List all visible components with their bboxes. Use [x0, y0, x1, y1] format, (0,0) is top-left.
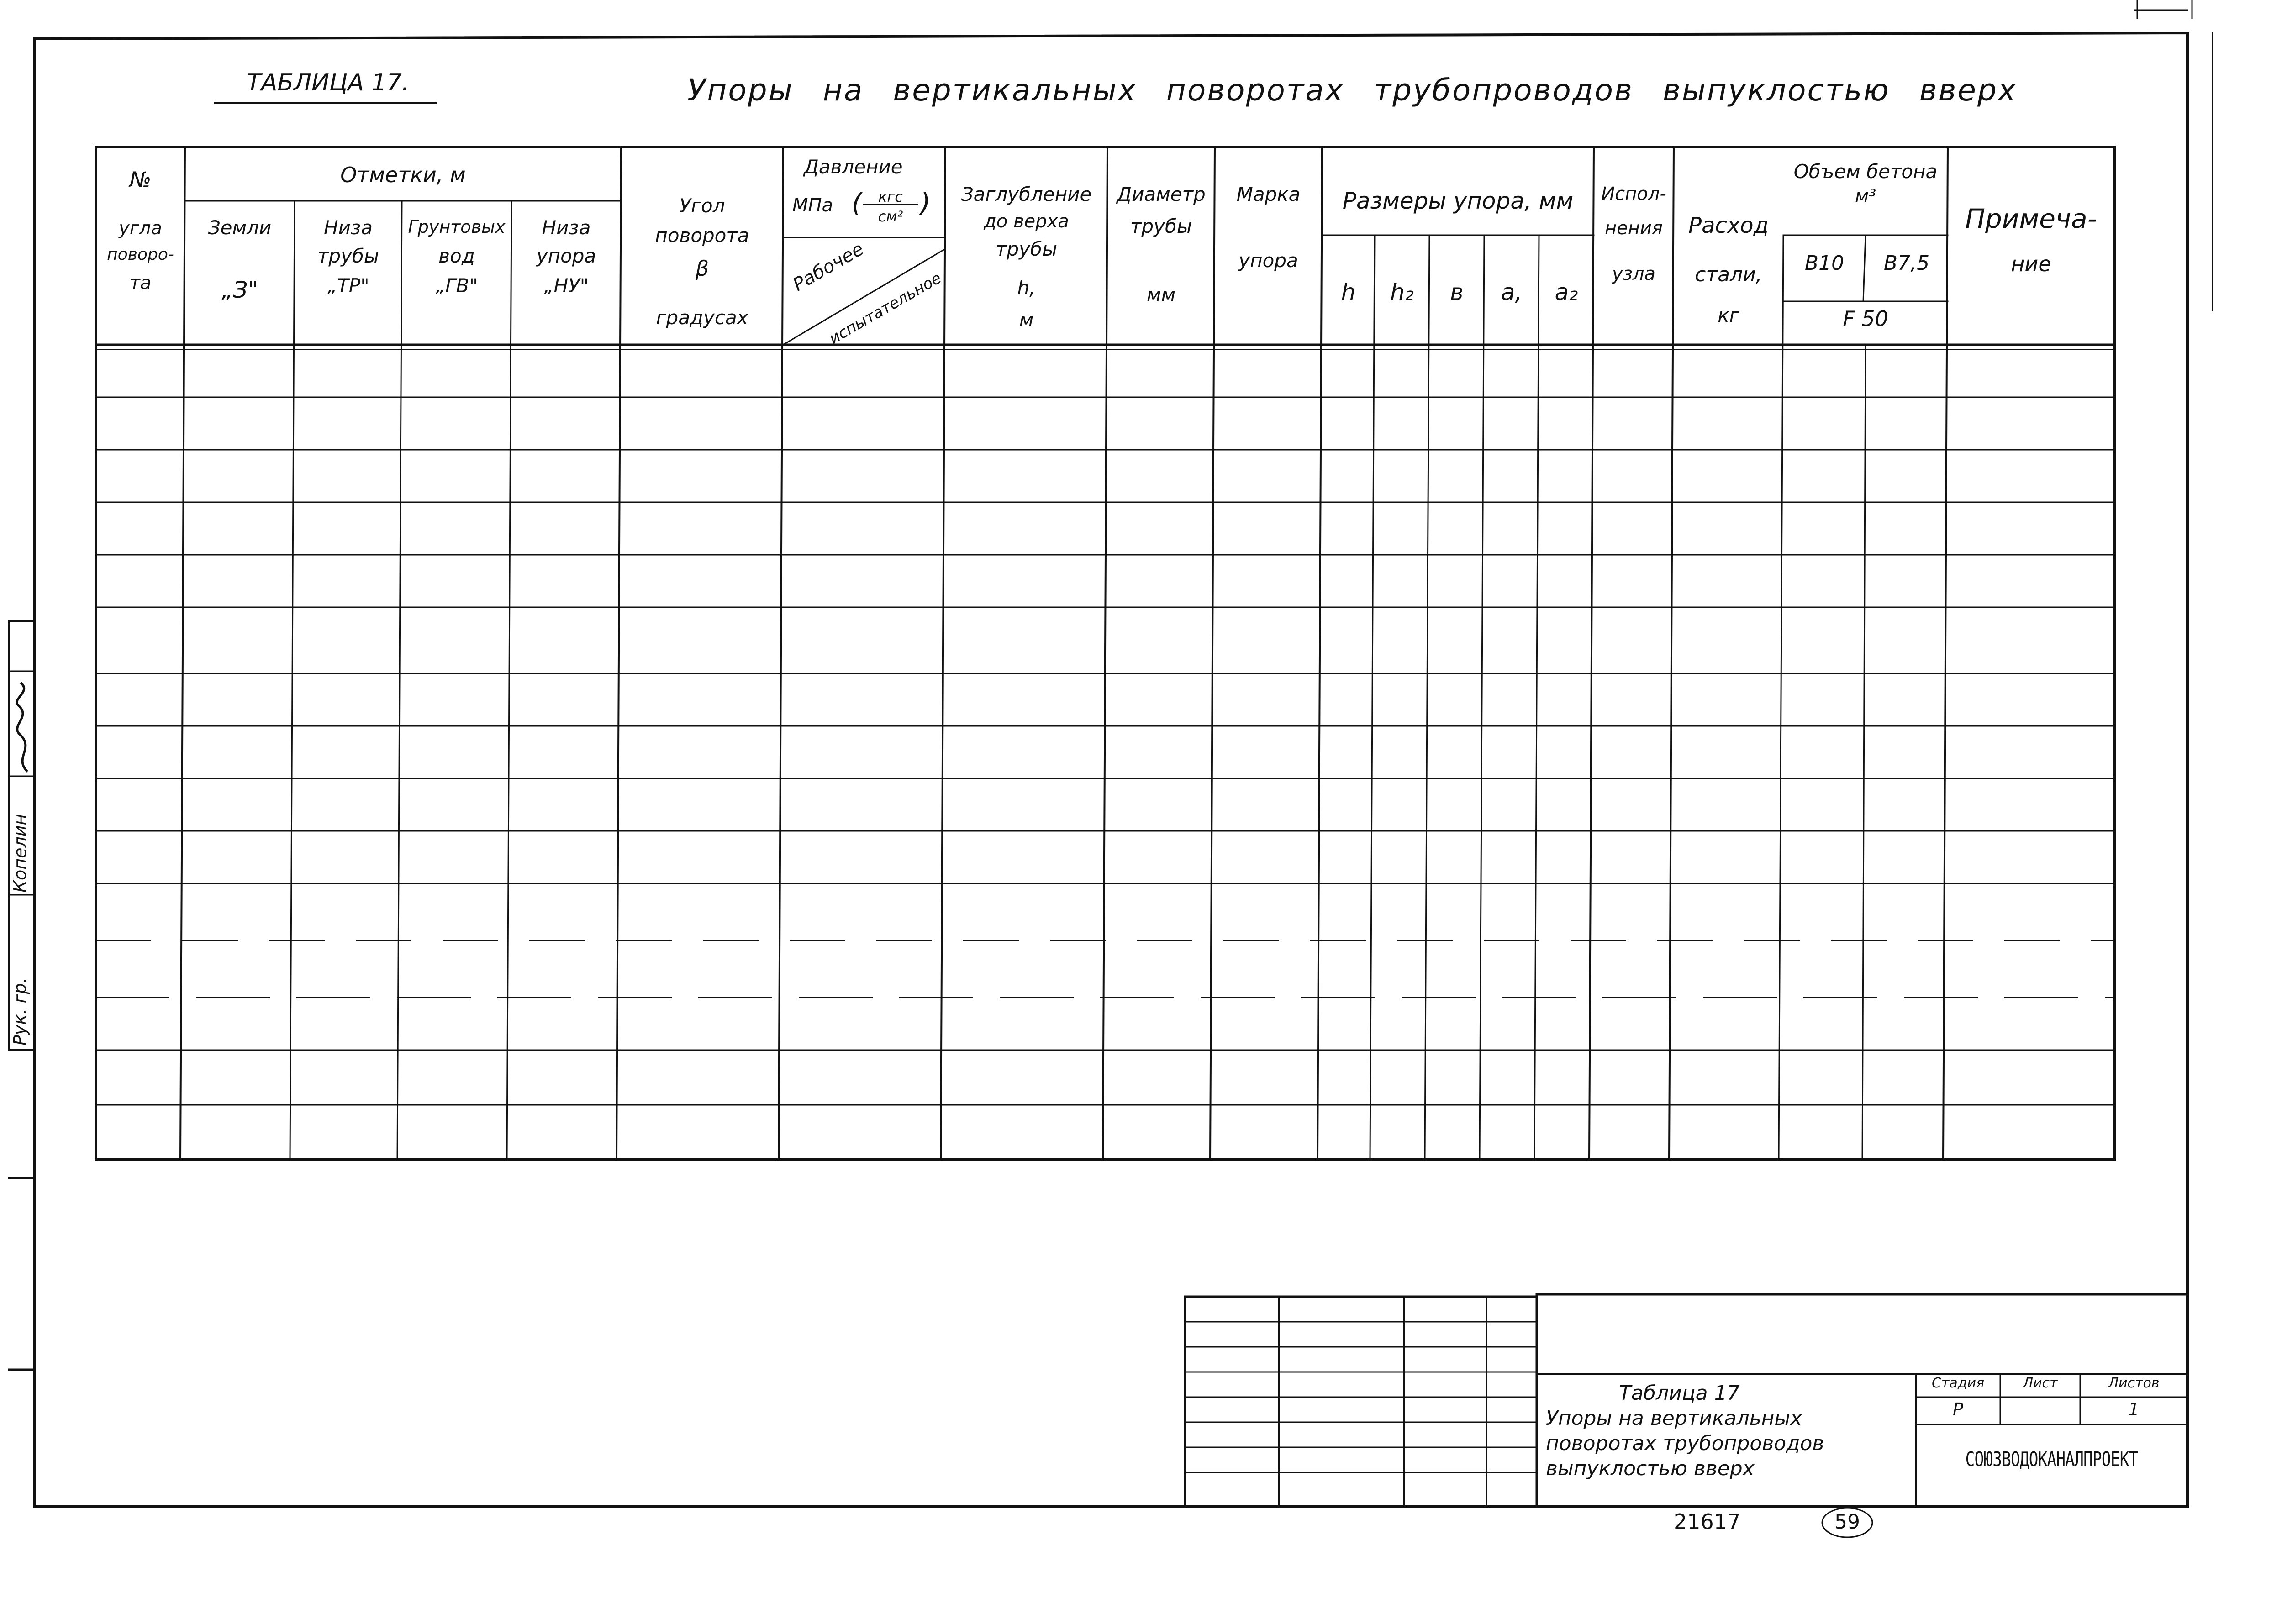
side-stamp-author: Копелин [10, 814, 30, 893]
col-depth-line2: до верха [984, 211, 1069, 232]
col-num-line1: угла [119, 218, 162, 239]
col-concrete-b75: В7,5 [1883, 252, 1930, 275]
col-pressure-open-paren: ( [852, 187, 862, 218]
col-depth-line5: м [1019, 309, 1034, 331]
title-block-sheets-label: Листов [2108, 1375, 2160, 1391]
col-pressure-unit: МПа [792, 195, 833, 216]
table-title: Упоры на вертикальных поворотах трубопроводов выпуклостью вверх [687, 73, 2017, 108]
col-dim-a2: a₂ [1555, 279, 1578, 305]
title-block-line1: Таблица 17 [1619, 1382, 1740, 1405]
col-concrete-line2: м³ [1855, 186, 1876, 207]
col-stop-bottom-line1: Низа [542, 216, 591, 239]
title-block-line4: выпуклостью вверх [1546, 1457, 1755, 1480]
col-dim-h2: h₂ [1390, 279, 1414, 305]
col-pressure-line1: Давление [804, 156, 903, 178]
col-steel-line1: Расход [1688, 213, 1769, 238]
col-pipe-bottom-line2: трубы [317, 245, 379, 267]
col-diameter-line2: трубы [1130, 215, 1192, 237]
col-notes-line2: ние [2011, 252, 2051, 276]
col-ground-line2: „З" [221, 277, 258, 303]
table-label: ТАБЛИЦА 17. [247, 69, 410, 96]
col-pressure-denominator: см² [878, 208, 903, 225]
title-block-sheets-value: 1 [2128, 1399, 2140, 1419]
doc-number: 21617 [1674, 1509, 1741, 1534]
title-block-line3: поворотах трубопроводов [1546, 1432, 1824, 1455]
col-ground-line1: Земли [208, 216, 272, 239]
col-depth-line4: h, [1017, 277, 1036, 299]
col-dim-a: a, [1501, 279, 1523, 305]
col-execution-line2: нения [1605, 218, 1663, 239]
title-block-stage-label: Стадия [1931, 1375, 1985, 1391]
col-num-symbol: № [129, 167, 152, 192]
col-pipe-bottom-line1: Низа [324, 216, 373, 239]
col-group-dims: Размеры упора, мм [1342, 188, 1574, 214]
title-block-stage-value: Р [1953, 1399, 1963, 1419]
col-pressure-close-paren: ) [920, 187, 931, 218]
col-steel-line3: кг [1718, 304, 1739, 326]
col-concrete-line1: Объем бетона [1793, 160, 1938, 183]
col-group-marks: Отметки, м [340, 163, 466, 187]
col-angle-line3: β [695, 256, 709, 281]
col-mark-line1: Марка [1236, 183, 1301, 205]
col-pressure-working: Рабочее [789, 238, 868, 296]
col-angle-line1: Угол [679, 194, 725, 217]
col-angle-line2: поворота [655, 224, 749, 247]
col-concrete-f50: F 50 [1843, 306, 1888, 331]
col-num-line2: поворо- [107, 245, 174, 264]
col-pressure-numerator: кгс [863, 189, 918, 205]
col-groundwater-line3: „ГВ" [435, 274, 478, 297]
page-number: 59 [1834, 1510, 1860, 1534]
col-execution-line1: Испол- [1601, 184, 1666, 205]
col-dim-h: h [1341, 279, 1356, 305]
col-dim-b: в [1450, 279, 1464, 305]
col-stop-bottom-line3: „НУ" [543, 274, 589, 297]
side-stamp-role: Рук. гр. [10, 978, 30, 1046]
col-mark-line2: упора [1238, 249, 1298, 272]
col-groundwater-line2: вод [438, 245, 475, 267]
col-stop-bottom-line2: упора [536, 245, 596, 267]
col-steel-line2: стали, [1695, 263, 1762, 286]
col-diameter-line3: мм [1146, 284, 1176, 306]
col-pressure-test: испытательное [826, 268, 945, 348]
col-groundwater-line1: Грунтовых [408, 217, 506, 237]
col-pipe-bottom-line3: „ТР" [327, 274, 369, 297]
title-block-organization: СОЮЗВОДОКАНАЛПРОЕКТ [1965, 1448, 2138, 1471]
col-num-line3: та [129, 273, 152, 294]
title-block-line2: Упоры на вертикальных [1546, 1407, 1802, 1430]
col-execution-line3: узла [1612, 263, 1656, 284]
col-diameter-line1: Диаметр [1117, 183, 1206, 205]
col-depth-line3: трубы [995, 238, 1058, 260]
col-concrete-b10: В10 [1804, 252, 1845, 275]
title-block-sheet-label: Лист [2023, 1375, 2058, 1391]
col-notes-line1: Примеча- [1965, 203, 2097, 234]
col-depth-line1: Заглубление [961, 183, 1092, 205]
col-angle-line4: градусах [656, 306, 748, 329]
